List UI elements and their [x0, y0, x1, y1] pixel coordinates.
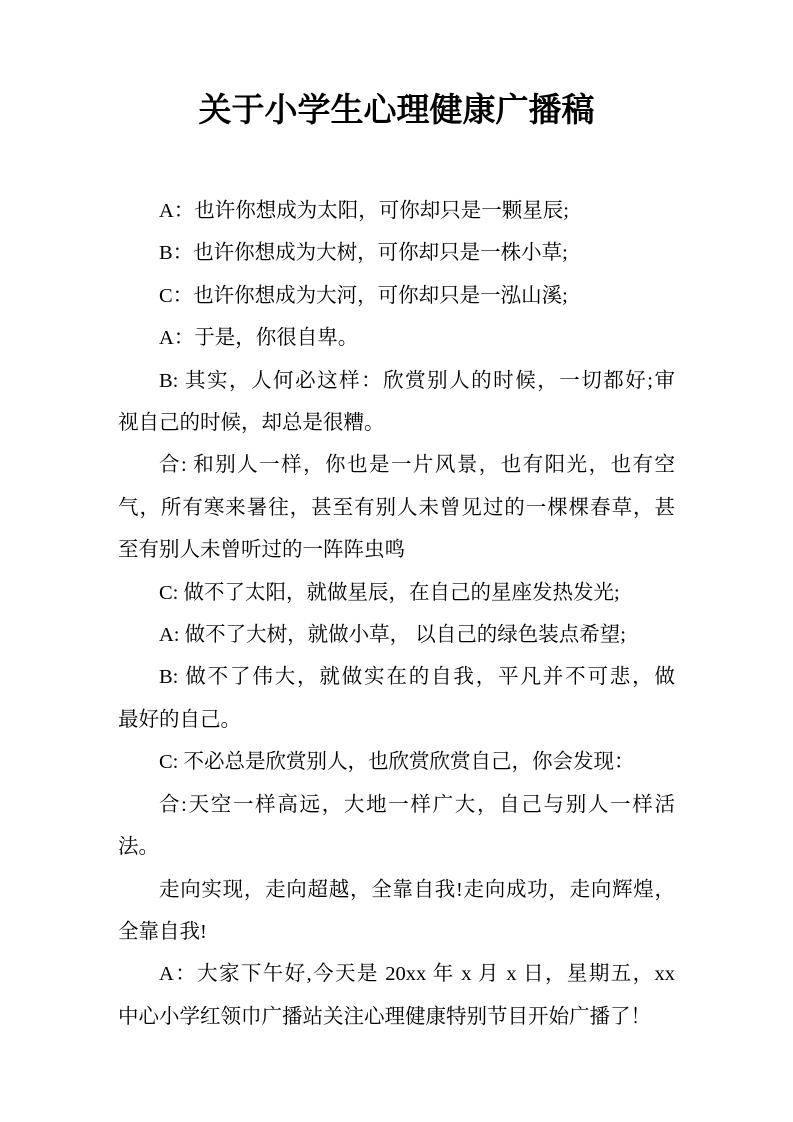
paragraph-line: A：大家下午好,今天是 20xx 年 x 月 x 日，星期五，xx	[159, 963, 675, 986]
paragraph-line: B: 做不了伟大，就做实在的自我，平凡并不可悲，做	[159, 666, 675, 689]
paragraph-line: 最好的自己。	[118, 708, 241, 731]
paragraph-1	[118, 190, 675, 232]
paragraph-line: 视自己的时候，却总是很糟。	[118, 412, 385, 435]
paragraph-line: B: 其实，人何必这样：欣赏别人的时候，一切都好;审	[159, 369, 675, 392]
document-title: 关于小学生心理健康广播稿	[198, 93, 595, 129]
paragraph-3	[118, 275, 675, 317]
paragraph-line: 法。	[118, 836, 159, 859]
paragraph-line: 走向实现，走向超越，全靠自我!走向成功，走向辉煌，	[159, 878, 675, 901]
paragraph-10	[118, 741, 675, 783]
paragraph-12	[118, 869, 675, 954]
paragraph-8	[118, 614, 675, 656]
paragraph-line: 合: 和别人一样，你也是一片风景，也有阳光，也有空	[159, 454, 675, 477]
paragraph-line: A: 做不了大树，就做小草， 以自己的绿色装点希望;	[159, 624, 626, 647]
paragraph-11	[118, 784, 675, 869]
paragraph-line: A：也许你想成为太阳，可你却只是一颗星辰;	[159, 200, 569, 222]
paragraph-line: 至有别人未曾听过的一阵阵虫鸣	[118, 539, 405, 562]
paragraph-line: C: 不必总是欣赏别人，也欣赏欣赏自己，你会发现：	[159, 751, 635, 774]
paragraph-13	[118, 953, 675, 1038]
paragraph-5	[118, 360, 675, 445]
paragraph-6	[118, 444, 675, 571]
paragraph-line: C：也许你想成为大河，可你却只是一泓山溪;	[159, 284, 568, 307]
paragraph-9	[118, 656, 675, 741]
paragraph-line: A：于是，你很自卑。	[159, 327, 359, 350]
paragraph-2	[118, 232, 675, 274]
paragraph-line: B：也许你想成为大树，可你却只是一株小草;	[159, 242, 568, 265]
paragraph-4	[118, 317, 675, 359]
paragraph-7	[118, 572, 675, 614]
paragraph-line: C: 做不了太阳，就做星辰，在自己的星座发热发光;	[159, 581, 620, 604]
paragraph-line: 全靠自我!	[118, 920, 207, 943]
paragraph-line: 中心小学红领巾广播站关注心理健康特别节目开始广播了！	[118, 1005, 651, 1028]
paragraph-line: 气，所有寒来暑往，甚至有别人未曾见过的一棵棵春草，甚	[118, 496, 675, 519]
document-body	[118, 190, 675, 1038]
paragraph-line: 合:天空一样高远，大地一样广大，自己与别人一样活	[159, 793, 675, 816]
